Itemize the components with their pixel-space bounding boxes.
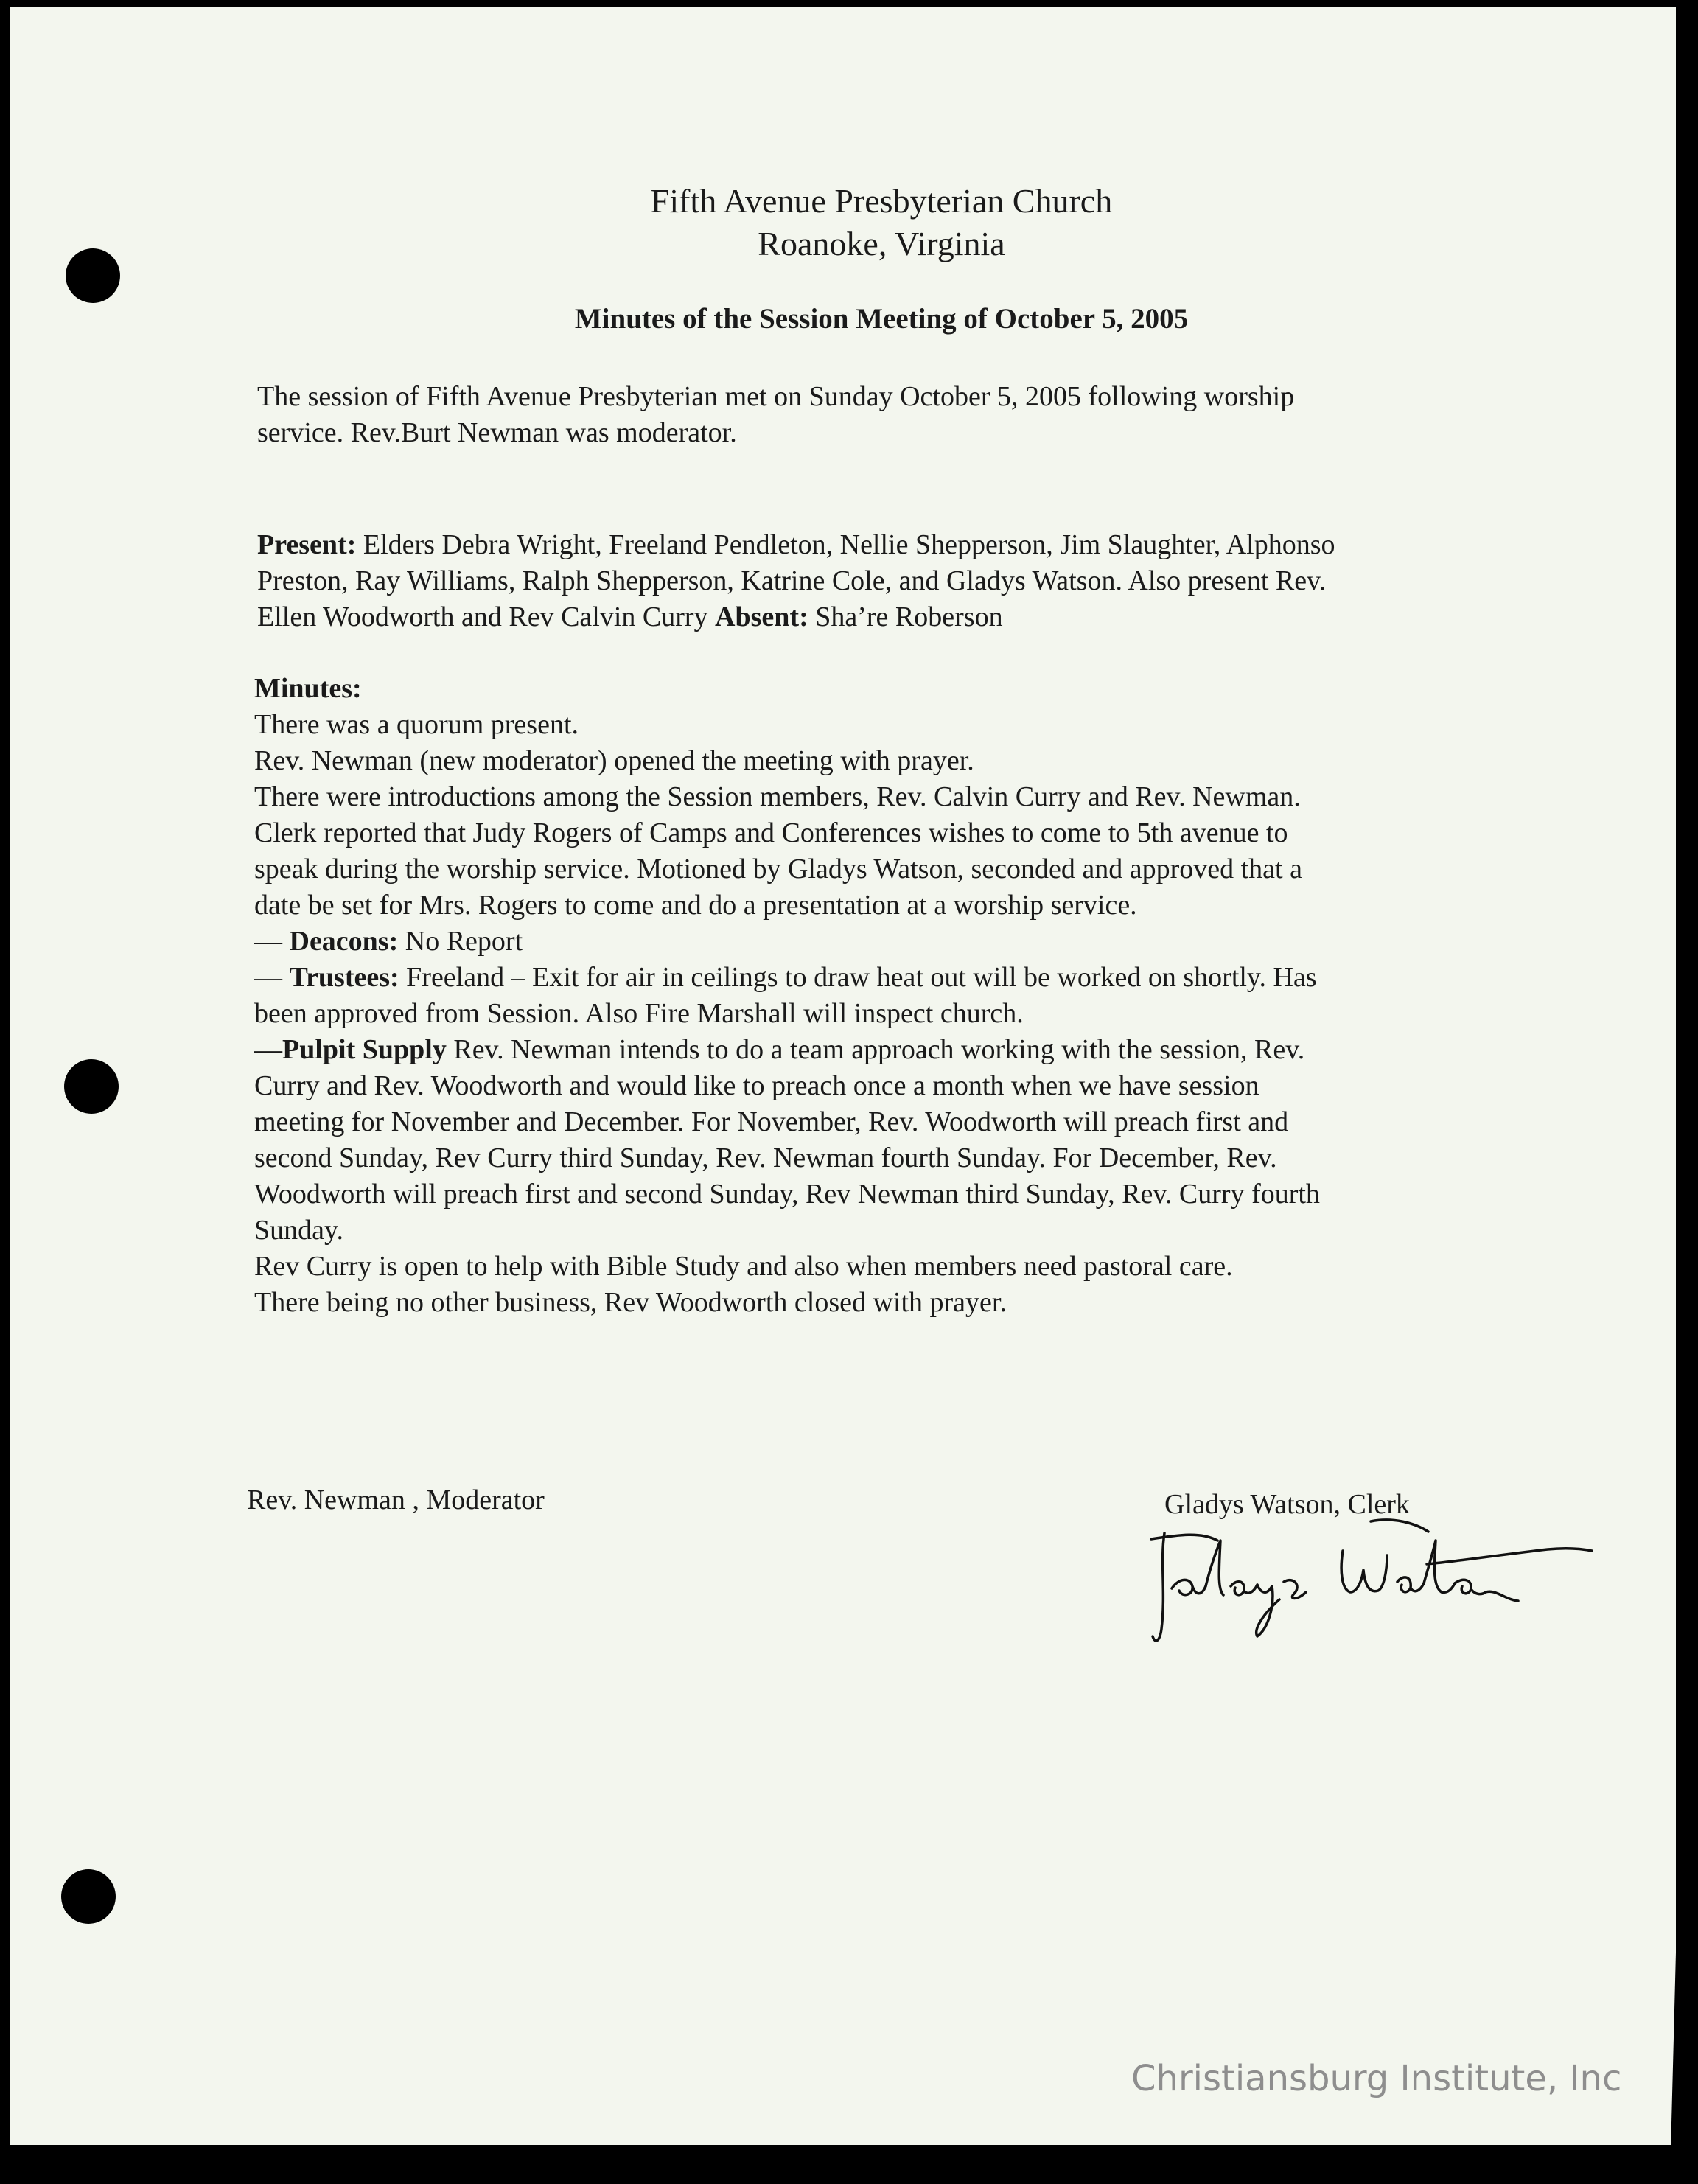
trustees-item: — Trustees: Freeland – Exit for air in ceilings to draw heat out will be worked on shortly. Has <box>254 962 1317 993</box>
punch-hole <box>64 1059 119 1114</box>
text-line: Sunday. <box>254 1215 344 1246</box>
present-names: Elders Debra Wright, Freeland Pendleton, Nellie Shepperson, Jim Slaughter, Alphonso <box>363 529 1335 560</box>
text-line: meeting for November and December. For November, Rev. Woodworth will preach first and <box>254 1106 1289 1137</box>
pulpit-text: Rev. Newman intends to do a team approach working with the session, Rev. <box>453 1034 1305 1065</box>
text-line: There was a quorum present. <box>254 709 579 740</box>
church-name: Fifth Avenue Presbyterian Church <box>650 182 1113 220</box>
punch-hole <box>61 1869 116 1924</box>
text-line: Curry and Rev. Woodworth and would like to preach once a month when we have session <box>254 1070 1259 1101</box>
deacons-item: — Deacons: No Report <box>254 926 523 957</box>
intro-paragraph <box>257 379 1294 451</box>
deacons-label: Deacons: <box>289 926 399 957</box>
moderator-signature-line: Rev. Newman , Moderator <box>247 1485 545 1515</box>
present-names: Ellen Woodworth and Rev Calvin Curry <box>257 601 708 632</box>
trustees-text: Freeland – Exit for air in ceilings to draw heat out will be worked on shortly. Has <box>406 962 1317 993</box>
text-line: Preston, Ray Williams, Ralph Shepperson, Katrine Cole, and Gladys Watson. Also present Rev. <box>257 565 1327 596</box>
pulpit-label: Pulpit Supply <box>282 1034 447 1065</box>
present-label: Present: <box>257 529 357 560</box>
text-line: Clerk reported that Judy Rogers of Camps and Conferences wishes to come to 5th avenue to <box>254 817 1288 848</box>
attendance-paragraph <box>257 527 1335 635</box>
absent-label: Absent: <box>715 601 808 632</box>
text-line: There were introductions among the Session members, Rev. Calvin Curry and Rev. Newman. <box>254 781 1301 812</box>
text-line: Rev Curry is open to help with Bible Study and also when members need pastoral care. <box>254 1251 1233 1282</box>
minutes-label: Minutes: <box>254 673 362 704</box>
text-line: There being no other business, Rev Woodworth closed with prayer. <box>254 1287 1007 1318</box>
deacons-text: No Report <box>405 926 523 957</box>
text-line: Rev. Newman (new moderator) opened the meeting with prayer. <box>254 745 974 776</box>
clerk-signature-line: Gladys Watson, Clerk <box>1164 1489 1410 1520</box>
text-line: date be set for Mrs. Rogers to come and do a presentation at a worship service. <box>254 890 1137 921</box>
text-line: service. Rev.Burt Newman was moderator. <box>257 417 737 448</box>
text-line: The session of Fifth Avenue Presbyterian met on Sunday October 5, 2005 following worship <box>257 381 1295 412</box>
absent-names: Sha’re Roberson <box>815 601 1003 632</box>
text-line: Woodworth will preach first and second Sunday, Rev Newman third Sunday, Rev. Curry fourth <box>254 1179 1320 1210</box>
church-location: Roanoke, Virginia <box>758 225 1005 262</box>
handwritten-signature <box>1150 1518 1607 1651</box>
text-line: second Sunday, Rev Curry third Sunday, Rev. Newman fourth Sunday. For December, Rev. <box>254 1142 1277 1173</box>
text-line: been approved from Session. Also Fire Marshall will inspect church. <box>254 998 1024 1029</box>
watermark: Christiansburg Institute, Inc <box>1131 2058 1622 2099</box>
trustees-label: Trustees: <box>289 962 399 993</box>
minutes-section <box>254 671 1320 1321</box>
text-line: speak during the worship service. Motioned by Gladys Watson, seconded and approved that a <box>254 854 1302 885</box>
document-title: Minutes of the Session Meeting of October 5, 2005 <box>574 303 1189 335</box>
pulpit-item: —Pulpit Supply Rev. Newman intends to do a team approach working with the session, Rev. <box>254 1034 1305 1065</box>
